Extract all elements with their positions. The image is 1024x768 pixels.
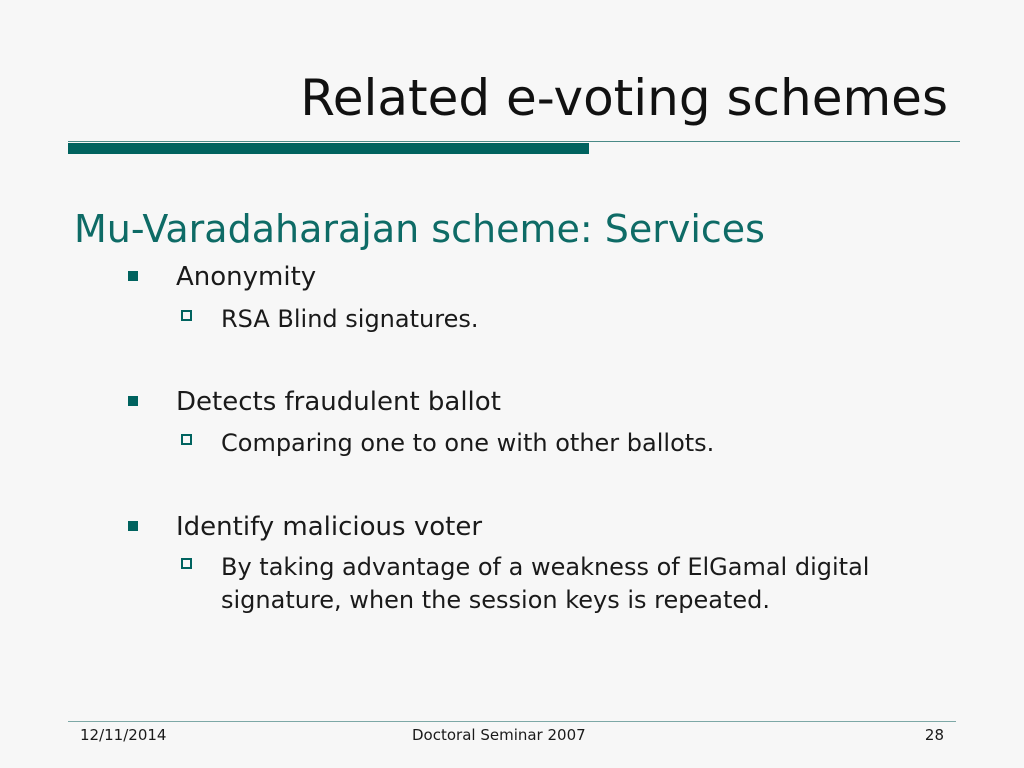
filled-square-icon <box>128 396 138 406</box>
bullet-label: Detects fraudulent ballot <box>176 387 501 417</box>
sub-bullet-label: Comparing one to one with other ballots. <box>221 429 715 457</box>
hollow-square-icon <box>181 558 192 569</box>
hollow-square-icon <box>181 310 192 321</box>
footer-title: Doctoral Seminar 2007 <box>412 726 586 744</box>
title-divider-accent <box>68 143 589 154</box>
slide-subheading: Mu-Varadaharajan scheme: Services <box>74 207 765 251</box>
slide-number: 28 <box>924 726 944 744</box>
footer-date: 12/11/2014 <box>80 726 167 744</box>
filled-square-icon <box>128 521 138 531</box>
sub-bullet-label: By taking advantage of a weakness of ElGamal digital signature, when the session keys is repeated. <box>221 553 870 614</box>
bullet-label: Anonymity <box>176 262 317 292</box>
title-divider-thin <box>68 141 960 142</box>
filled-square-icon <box>128 271 138 281</box>
footer-divider <box>68 721 956 722</box>
hollow-square-icon <box>181 434 192 445</box>
slide-title: Related e-voting schemes <box>300 69 948 127</box>
bullet-label: Identify malicious voter <box>176 512 483 542</box>
sub-bullet-label: RSA Blind signatures. <box>221 305 479 333</box>
